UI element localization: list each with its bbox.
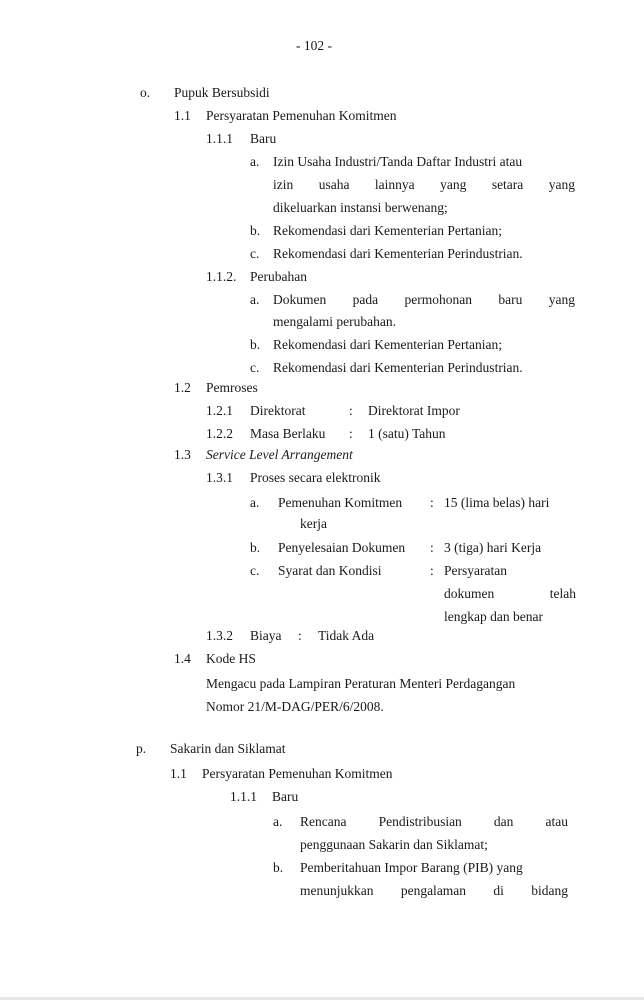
- word: lainnya: [374, 177, 415, 192]
- o-1-1-1-title: Baru: [250, 131, 277, 146]
- o-1-1-1-a-marker: a.: [250, 154, 260, 169]
- p-1-1-1-b-marker: b.: [273, 860, 284, 875]
- o-1-3-1-a-marker: a.: [250, 495, 260, 510]
- o-1-3-2-label: Biaya: [250, 628, 282, 643]
- section-p-marker: p.: [136, 741, 147, 756]
- o-1-3-title: Service Level Arrangement: [206, 447, 353, 462]
- o-1-3-1-a-colon: :: [430, 495, 434, 510]
- word: usaha: [318, 177, 350, 192]
- o-1-4-number: 1.4: [174, 651, 191, 666]
- o-1-3-1-c-label: Syarat dan Kondisi: [278, 563, 382, 578]
- o-1-2-title: Pemroses: [206, 380, 258, 395]
- o-1-3-1-c-marker: c.: [250, 563, 260, 578]
- word: atau: [545, 814, 568, 829]
- o-1-3-1-title: Proses secara elektronik: [250, 470, 381, 485]
- o-1-1-2-b-marker: b.: [250, 337, 261, 352]
- p-1-1-1-number: 1.1.1: [230, 789, 257, 804]
- o-1-1-1-a-line2: [273, 177, 575, 193]
- o-1-1-2-a-marker: a.: [250, 292, 260, 307]
- o-1-2-1-colon: :: [349, 403, 353, 418]
- o-1-1-number: 1.1: [174, 108, 191, 123]
- word: Rencana: [300, 814, 347, 829]
- o-1-4-title: Kode HS: [206, 651, 256, 666]
- word: yang: [440, 177, 467, 192]
- p-1-1-1-a-line2: penggunaan Sakarin dan Siklamat;: [300, 837, 488, 852]
- o-1-3-2-value: Tidak Ada: [318, 628, 375, 643]
- section-o-marker: o.: [140, 85, 151, 100]
- o-1-3-1-c-value-line2: [444, 586, 576, 602]
- o-1-1-2-c-marker: c.: [250, 360, 260, 375]
- word: Dokumen: [273, 292, 327, 307]
- o-1-3-2-number: 1.3.2: [206, 628, 233, 643]
- o-1-3-1-a-value-line2: kerja: [300, 516, 327, 531]
- word: setara: [491, 177, 524, 192]
- word: dan: [493, 814, 514, 829]
- o-1-1-2-c-text: Rekomendasi dari Kementerian Perindustrian.: [273, 360, 523, 375]
- word: izin: [273, 177, 294, 192]
- word: pada: [352, 292, 379, 307]
- o-1-1-title: Persyaratan Pemenuhan Komitmen: [206, 108, 397, 123]
- p-1-1-1-a-marker: a.: [273, 814, 283, 829]
- word: yang: [548, 292, 575, 307]
- o-1-3-1-number: 1.3.1: [206, 470, 233, 485]
- page-number: - 102 -: [296, 38, 332, 53]
- p-1-1-1-b-line1: Pemberitahuan Impor Barang (PIB) yang: [300, 860, 523, 875]
- p-1-1-1-b-line2: [300, 883, 568, 899]
- o-1-1-1-a-line1: [273, 154, 575, 170]
- word: baru: [498, 292, 523, 307]
- o-1-2-number: 1.2: [174, 380, 191, 395]
- word: permohonan: [404, 292, 472, 307]
- o-1-2-1-label: Direktorat: [250, 403, 306, 418]
- o-1-3-1-b-marker: b.: [250, 540, 261, 555]
- o-1-3-1-c-value-line3: lengkap dan benar: [444, 609, 543, 624]
- o-1-1-1-number: 1.1.1: [206, 131, 233, 146]
- p-1-1-number: 1.1: [170, 766, 187, 781]
- word: Pendistribusian: [378, 814, 462, 829]
- o-1-1-2-number: 1.1.2.: [206, 269, 237, 284]
- o-1-1-2-a-line1: [273, 292, 575, 308]
- o-1-3-1-b-value: 3 (tiga) hari Kerja: [444, 540, 542, 555]
- o-1-1-2-a-line2: mengalami perubahan.: [273, 314, 396, 329]
- o-1-1-1-c-text: Rekomendasi dari Kementerian Perindustrian.: [273, 246, 523, 261]
- o-1-2-1-value: Direktorat Impor: [368, 403, 460, 418]
- p-1-1-1-a-line1: [300, 814, 568, 830]
- o-1-3-2-colon: :: [298, 628, 302, 643]
- o-1-1-1-b-text: Rekomendasi dari Kementerian Pertanian;: [273, 223, 503, 238]
- o-1-1-1-a-line3: dikeluarkan instansi berwenang;: [273, 200, 448, 215]
- o-1-2-2-label: Masa Berlaku: [250, 426, 326, 441]
- o-1-4-line1: Mengacu pada Lampiran Peraturan Menteri Perdagangan: [206, 676, 516, 691]
- p-1-1-1-title: Baru: [272, 789, 299, 804]
- o-1-1-2-title: Perubahan: [250, 269, 307, 284]
- o-1-4-line2: Nomor 21/M-DAG/PER/6/2008.: [206, 699, 384, 714]
- word: dokumen: [444, 586, 495, 601]
- o-1-3-1-b-colon: :: [430, 540, 434, 555]
- o-1-1-1-c-marker: c.: [250, 246, 260, 261]
- o-1-3-1-a-label: Pemenuhan Komitmen: [278, 495, 403, 510]
- section-p-title: Sakarin dan Siklamat: [170, 741, 286, 756]
- o-1-1-2-b-text: Rekomendasi dari Kementerian Pertanian;: [273, 337, 503, 352]
- word: menunjukkan: [300, 883, 374, 898]
- o-1-1-1-a-line1-text: Izin Usaha Industri/Tanda Daftar Industri atau: [273, 154, 523, 169]
- o-1-3-1-c-colon: :: [430, 563, 434, 578]
- section-o-title: Pupuk Bersubsidi: [174, 85, 270, 100]
- o-1-3-1-c-value-line1: Persyaratan: [444, 563, 507, 578]
- p-1-1-title: Persyaratan Pemenuhan Komitmen: [202, 766, 393, 781]
- o-1-2-2-value: 1 (satu) Tahun: [368, 426, 446, 441]
- o-1-2-2-colon: :: [349, 426, 353, 441]
- o-1-2-2-number: 1.2.2: [206, 426, 233, 441]
- o-1-3-1-b-label: Penyelesaian Dokumen: [278, 540, 406, 555]
- word: bidang: [531, 883, 568, 898]
- o-1-1-1-b-marker: b.: [250, 223, 261, 238]
- word: pengalaman: [400, 883, 467, 898]
- word: di: [493, 883, 504, 898]
- word: telah: [549, 586, 576, 601]
- o-1-2-1-number: 1.2.1: [206, 403, 233, 418]
- o-1-3-number: 1.3: [174, 447, 191, 462]
- word: yang: [548, 177, 575, 192]
- o-1-3-1-a-value-line1: 15 (lima belas) hari: [444, 495, 550, 510]
